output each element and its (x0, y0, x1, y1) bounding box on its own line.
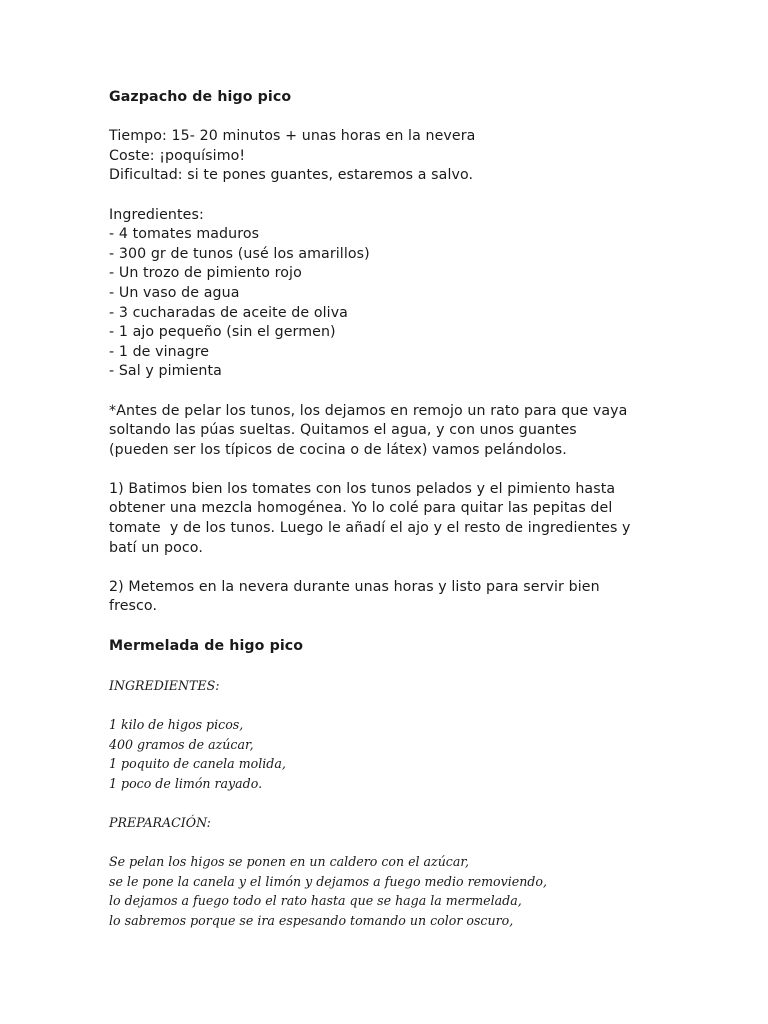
spacer (109, 382, 729, 402)
step-line: 1) Batimos bien los tomates con los tunos pelados y el pimiento hasta (109, 480, 616, 497)
spacer (109, 617, 729, 637)
ingredient-item: - 3 cucharadas de aceite de oliva (109, 304, 348, 321)
step-line: fresco. (109, 598, 158, 615)
gazpacho-section (109, 88, 729, 637)
gazpacho-ingredients-heading: Ingredientes: (109, 206, 204, 223)
meta-difficulty: Dificultad: si te pones guantes, estaremos a salvo. (109, 167, 474, 184)
spacer (109, 833, 729, 853)
spacer (109, 186, 729, 206)
gazpacho-step-1 (109, 480, 729, 558)
mermelada-ingredients-heading: INGREDIENTES: (109, 677, 220, 693)
ingredient-item: 400 gramos de azúcar, (109, 736, 254, 752)
mermelada-section (109, 637, 729, 931)
spacer (109, 793, 729, 813)
ingredient-item: - Un trozo de pimiento rojo (109, 265, 302, 282)
ingredient-item: - 300 gr de tunos (usé los amarillos) (109, 245, 370, 262)
spacer (109, 656, 729, 676)
step-line: batí un poco. (109, 539, 203, 556)
gazpacho-title: Gazpacho de higo pico (109, 89, 292, 105)
ingredient-item: - 1 ajo pequeño (sin el germen) (109, 324, 336, 341)
spacer (109, 695, 729, 715)
document-page (109, 88, 729, 931)
spacer (109, 108, 729, 128)
ingredient-item: - 4 tomates maduros (109, 226, 260, 243)
ingredient-item: 1 kilo de higos picos, (109, 717, 244, 732)
mermelada-preparation-text (109, 852, 729, 930)
note-line: *Antes de pelar los tunos, los dejamos en remojo un rato para que vaya (109, 402, 628, 419)
meta-cost: Coste: ¡poquísimo! (109, 147, 246, 164)
gazpacho-meta (109, 127, 729, 186)
preparation-line: se le pone la canela y el limón y dejamos a fuego medio removiendo, (109, 873, 547, 889)
step-line: tomate y de los tunos. Luego le añadí el ajo y el resto de ingredientes y (109, 520, 631, 537)
ingredient-item: 1 poco de limón rayado. (109, 775, 263, 791)
preparation-line: lo sabremos porque se ira espesando tomando un color oscuro, (109, 912, 514, 928)
gazpacho-step-2 (109, 578, 729, 617)
ingredient-item: 1 poquito de canela molida, (109, 756, 286, 772)
ingredient-item: - 1 de vinagre (109, 343, 210, 360)
gazpacho-note (109, 402, 729, 461)
note-line: soltando las púas sueltas. Quitamos el agua, y con unos guantes (109, 422, 577, 439)
ingredient-item: - Un vaso de agua (109, 284, 240, 301)
step-line: obtener una mezcla homogénea. Yo lo colé para quitar las pepitas del (109, 500, 613, 517)
preparation-line: lo dejamos a fuego todo el rato hasta que se haga la mermelada, (109, 893, 522, 909)
mermelada-title: Mermelada de higo pico (109, 637, 304, 654)
note-line: (pueden ser los típicos de cocina o de látex) vamos pelándolos. (109, 441, 567, 458)
gazpacho-ingredients-list (109, 225, 729, 382)
spacer (109, 460, 729, 480)
ingredient-item: - Sal y pimienta (109, 363, 222, 380)
mermelada-preparation-heading: PREPARACIÓN: (109, 814, 211, 830)
preparation-line: Se pelan los higos se ponen en un caldero con el azúcar, (109, 854, 470, 870)
step-line: 2) Metemos en la nevera durante unas horas y listo para servir bien (109, 578, 600, 595)
mermelada-ingredients-list (109, 715, 729, 793)
meta-time: Tiempo: 15- 20 minutos + unas horas en la nevera (109, 128, 476, 145)
spacer (109, 558, 729, 578)
